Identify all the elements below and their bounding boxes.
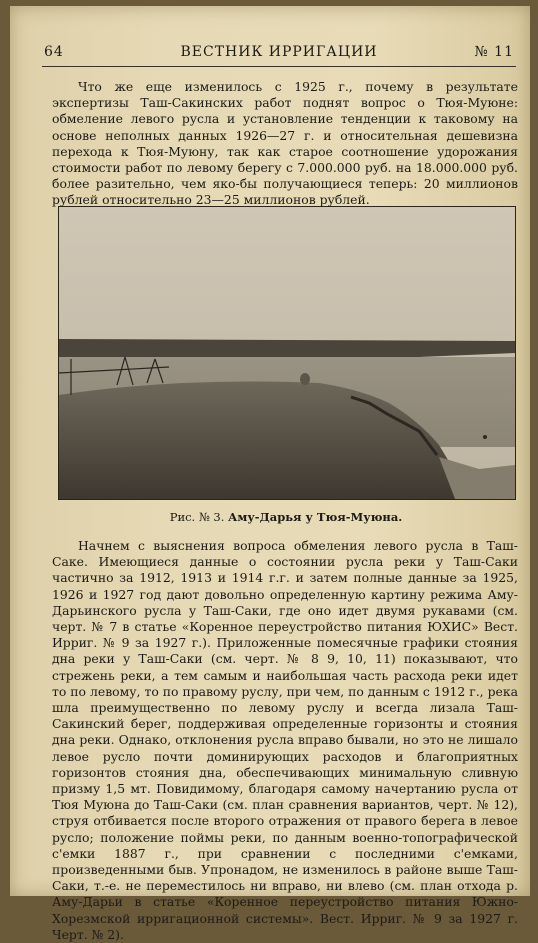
issue-number: № 11 [474,44,514,60]
header-rule [42,66,516,67]
page-number: 64 [44,44,64,60]
journal-page [10,6,530,942]
figure-title: Аму-Дарья у Тюя-Муюна. [228,510,403,524]
running-header [44,44,514,64]
river-photo [58,206,516,500]
figure-label: Рис. № 3. [169,510,229,524]
paragraph-intro: Что же еще изменилось с 1925 г., почему в результате экспертизы Таш-Сакинских работ поднят вопрос о Тюя-Муюне: обмеление левого русла и установление тенденции к таковому на основе неполных данных 1926—27 г. и относительная дешевизна перехода к Тюя-Муюну, так как старое соотношение удорожания стоимости работ по левому берегу с 7.000.000 руб. на 18.000.000 руб. более разительно, чем яко-бы получающиеся теперь: 20 миллионов рублей относительно 23—25 миллионов рублей. [52,79,518,208]
journal-title: ВЕСТНИК ИРРИГАЦИИ [180,44,378,60]
figure-caption [58,510,514,524]
paragraph-main: Начнем с выяснения вопроса обмеления левого русла в Таш-Саке. Имеющиеся данные о состоянии русла реки у Таш-Саки частично за 1912, 1913 и 1914 г.г. и затем полные данные за 1925, 1926 и 1927 год дают довольно определенную картину режима Аму-Дарьинского русла у Таш-Саки, где оно идет двумя рукавами (см. черт. № 7 в статье «Коренное переустройство питания ЮХИС» Вест. Ирриг. № 9 за 1927 г.). Приложенные помесячные графики стояния дна реки у Таш-Саки (см. черт. № 8 9, 10, 11) показывают, что стрежень реки, а тем самым и наибольшая часть расхода реки идет то по левому, то по правому руслу, при чем, по данным с 1912 г., река шла преимущественно по левому руслу и всегда лизала Таш-Сакинский берег, поддерживая определенные горизонты и стояния дна реки. Однако, отклонения русла вправо бывали, но это не лишало левое русло почти доминирующих расходов и благоприятных горизонтов стояния дна, обеспечивающих минимальную сливную призму 1,5 мт. Повидимому, благодаря самому начертанию русла от Тюя Муюна до Таш-Саки (см. план сравнения вариантов, черт. № 12), струя отбивается после второго отражения от правого берега в левое русло; положение поймы реки, по данным военно-топографической с'емки 1887 г., при сравнении с последними с'емками, произведенными быв. Упронадом, не изменилось в районе выше Таш-Саки, т.-е. не переместилось ни вправо, ни влево (см. план отхода р. Аму-Дарьи в статье «Коренное переустройство питания Южно-Хорезмской ирригационной системы». Вест. Ирриг. № 9 за 1927 г. Черт. № 2). [52,538,518,942]
